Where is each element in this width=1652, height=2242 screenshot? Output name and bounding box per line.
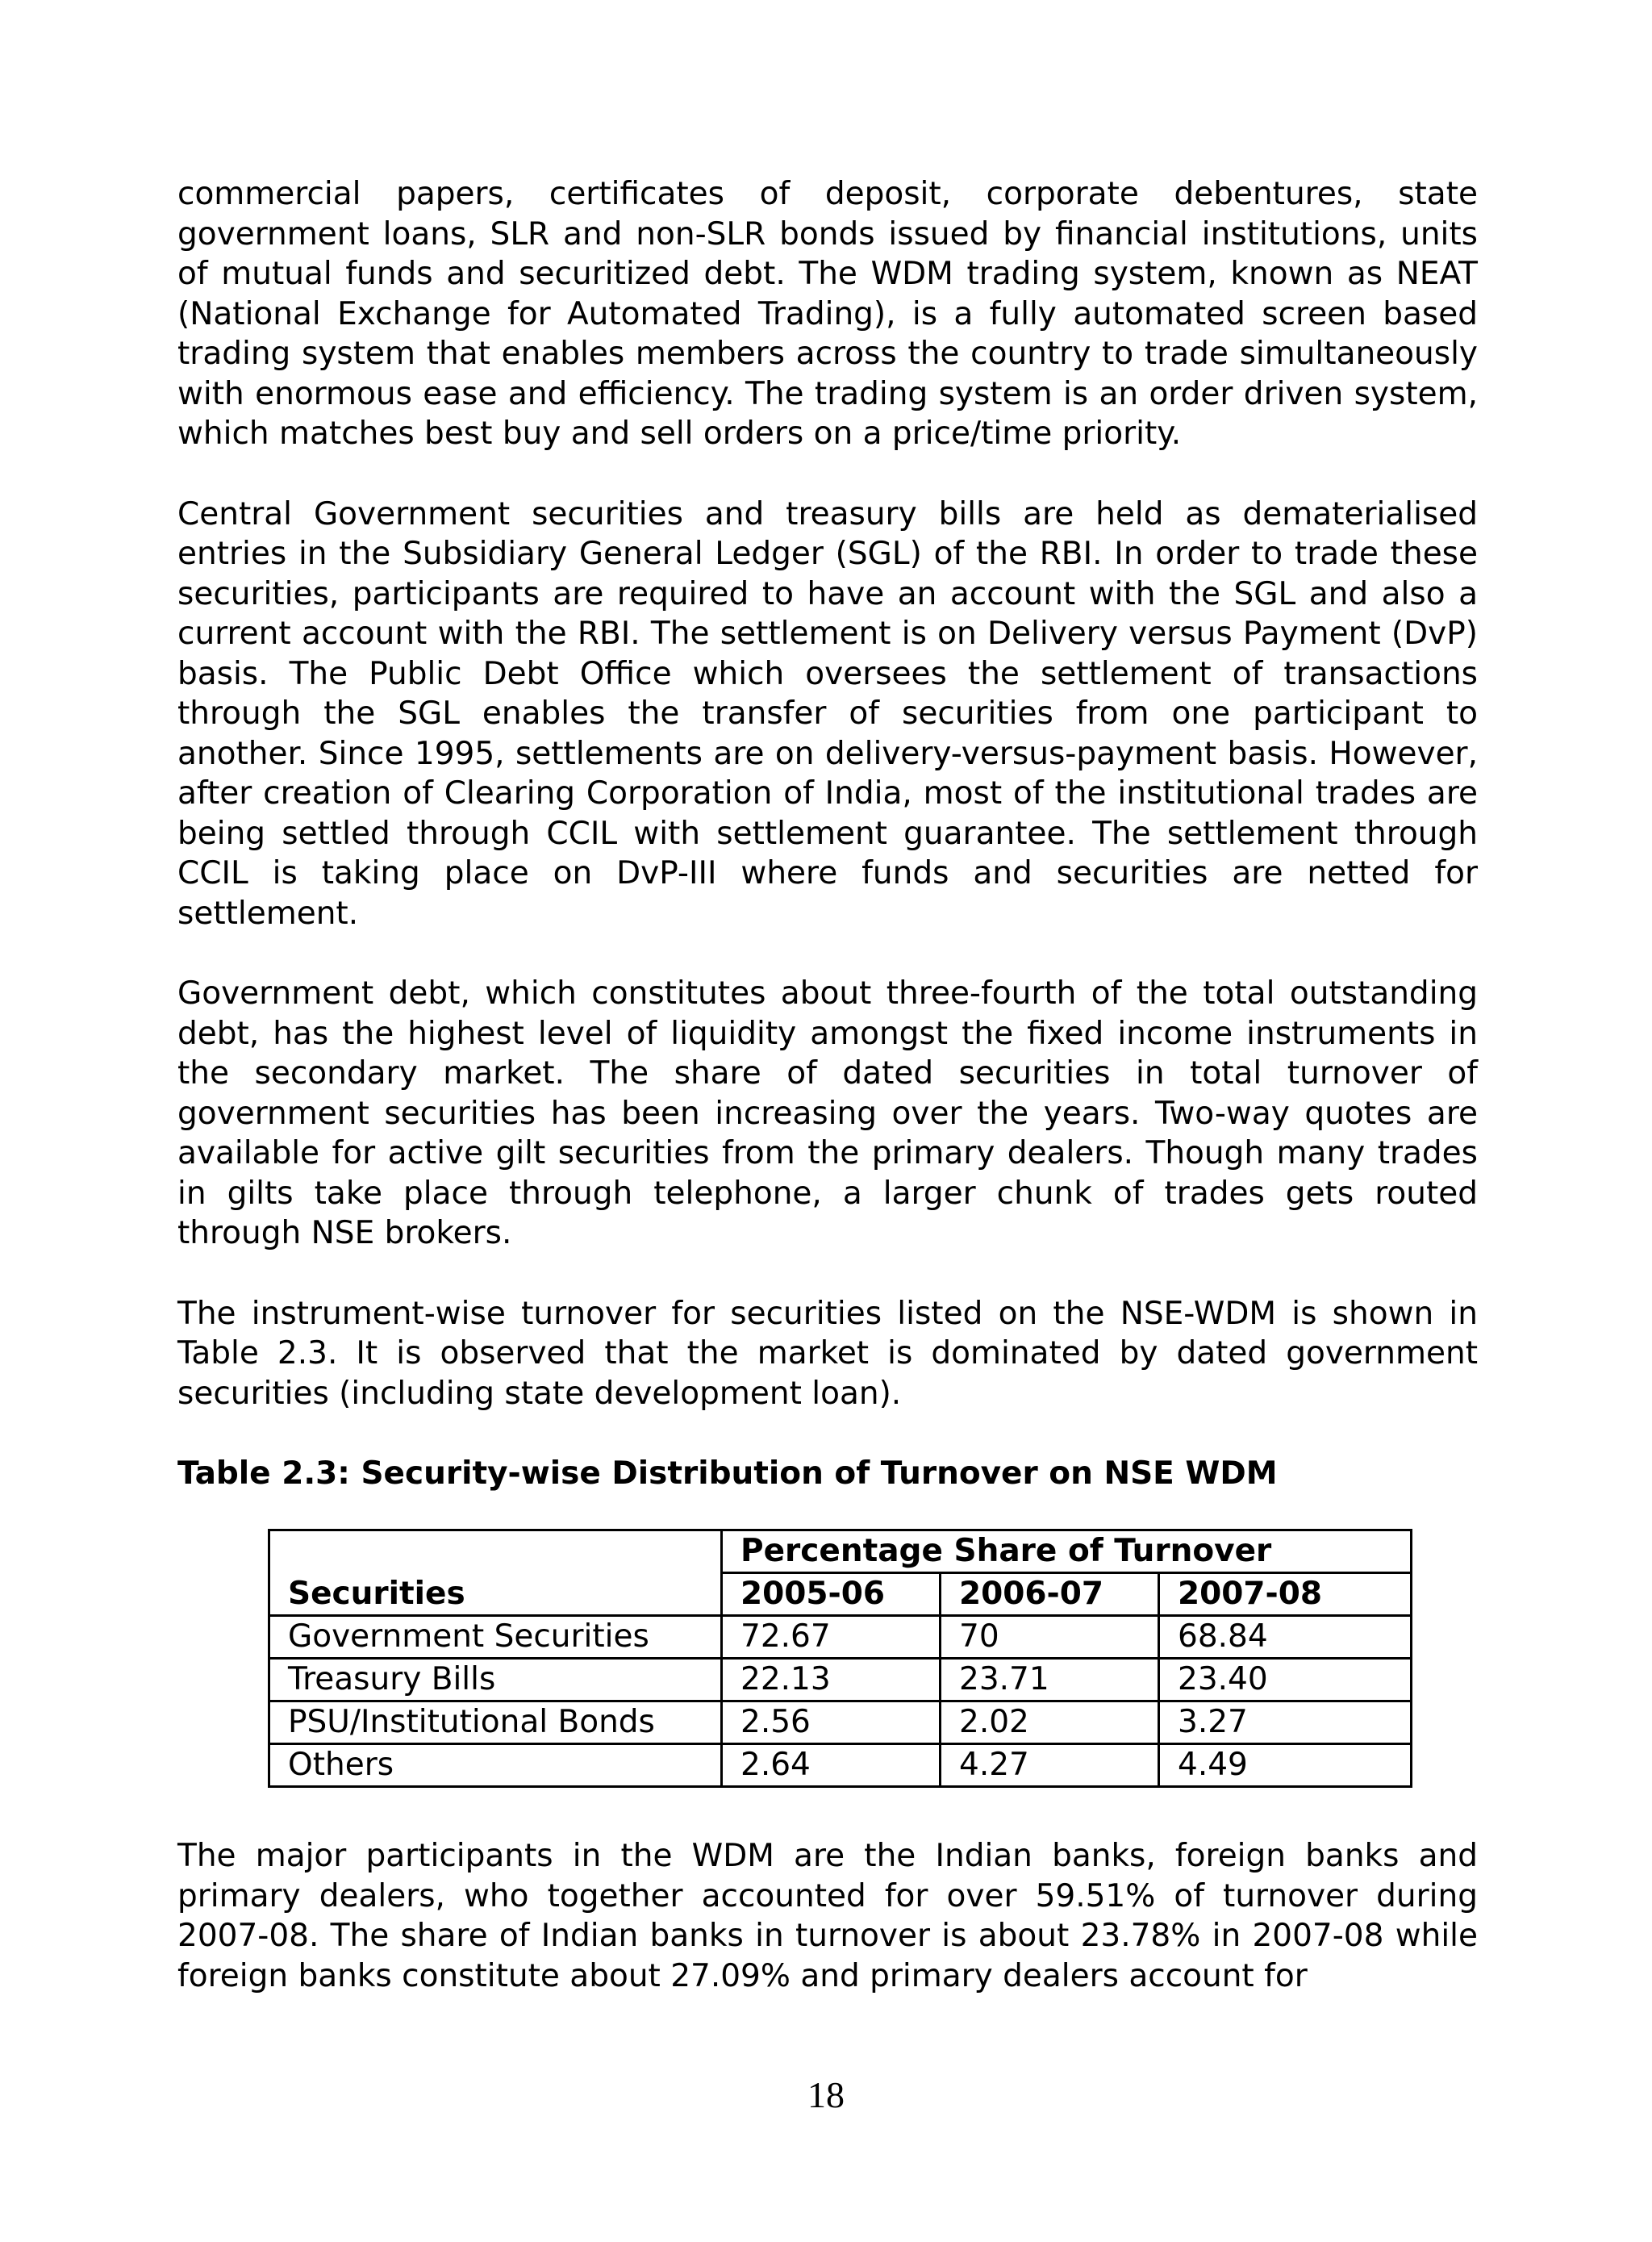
year-header: 2007-08	[1159, 1573, 1412, 1616]
turnover-value: 2.56	[722, 1701, 941, 1744]
turnover-value: 4.27	[941, 1744, 1159, 1787]
security-name: Others	[269, 1744, 722, 1787]
table-row	[269, 1744, 1412, 1787]
turnover-value: 22.13	[722, 1659, 941, 1701]
paragraph-wdm-trading-system: commercial papers, certificates of deposit, corporate debentures, state government loans, SLR and non-SLR bonds issued by financial institutions, units of mutual funds and securitized debt. The WDM trading system, known as NEAT (National Exchange for Automated Trading), is a fully automated screen based trading system that enables members across the country to trade simultaneously with enormous ease and efficiency. The trading system is an order driven system, which matches best buy and sell orders on a price/time priority.	[177, 176, 1478, 452]
turnover-value: 4.49	[1159, 1744, 1412, 1787]
paragraph-major-participants: The major participants in the WDM are the Indian banks, foreign banks and primary dealers, who together accounted for over 59.51% of turnover during 2007-08. The share of Indian banks in turnover is about 23.78% in 2007-08 while foreign banks constitute about 27.09% and primary dealers account for	[177, 1838, 1478, 1994]
turnover-value: 23.40	[1159, 1659, 1412, 1701]
paragraph-government-debt: Government debt, which constitutes about three-fourth of the total outstanding debt, has the highest level of liquidity amongst the fixed income instruments in the secondary market. The share of dated securities in total turnover of government securities has been increasing over the years. Two-way quotes are available for active gilt securities from the primary dealers. Though many trades in gilts take place through telephone, a larger chunk of trades gets routed through NSE brokers.	[177, 975, 1478, 1251]
security-name: Government Securities	[269, 1616, 722, 1659]
security-name: PSU/Institutional Bonds	[269, 1701, 722, 1744]
table-row	[269, 1616, 1412, 1659]
document-page	[177, 174, 1478, 2036]
turnover-value: 72.67	[722, 1616, 941, 1659]
percentage-share-header: Percentage Share of Turnover	[722, 1530, 1412, 1573]
year-header: 2006-07	[941, 1573, 1159, 1616]
turnover-value: 2.02	[941, 1701, 1159, 1744]
turnover-value: 3.27	[1159, 1701, 1412, 1744]
securities-header: Securities	[269, 1530, 722, 1616]
turnover-table	[268, 1529, 1412, 1788]
page-number: 18	[807, 2074, 845, 2115]
paragraph-sgl-settlement: Central Government securities and treasury bills are held as dematerialised entries in the Subsidiary General Ledger (SGL) of the RBI. In order to trade these securities, participants are required to have an account with the SGL and also a current account with the RBI. The settlement is on Delivery versus Payment (DvP) basis. The Public Debt Office which oversees the settlement of transactions through the SGL enables the transfer of securities from one participant to another. Since 1995, settlements are on delivery-versus-payment basis. However, after creation of Clearing Corporation of India, most of the institutional trades are being settled through CCIL with settlement guarantee. The settlement through CCIL is taking place on DvP-III where funds and securities are netted for settlement.	[177, 495, 1478, 932]
year-header: 2005-06	[722, 1573, 941, 1616]
table-row	[269, 1701, 1412, 1744]
paragraph-instrument-turnover: The instrument-wise turnover for securities listed on the NSE-WDM is shown in Table 2.3. It is observed that the market is dominated by dated government securities (including state development loan).	[177, 1295, 1478, 1412]
turnover-value: 2.64	[722, 1744, 941, 1787]
security-name: Treasury Bills	[269, 1659, 722, 1701]
turnover-value: 68.84	[1159, 1616, 1412, 1659]
table-row	[269, 1659, 1412, 1701]
table-title: Table 2.3: Security-wise Distribution of Turnover on NSE WDM	[177, 1455, 1278, 1492]
turnover-value: 70	[941, 1616, 1159, 1659]
turnover-value: 23.71	[941, 1659, 1159, 1701]
table-header-row-group	[269, 1530, 1412, 1573]
